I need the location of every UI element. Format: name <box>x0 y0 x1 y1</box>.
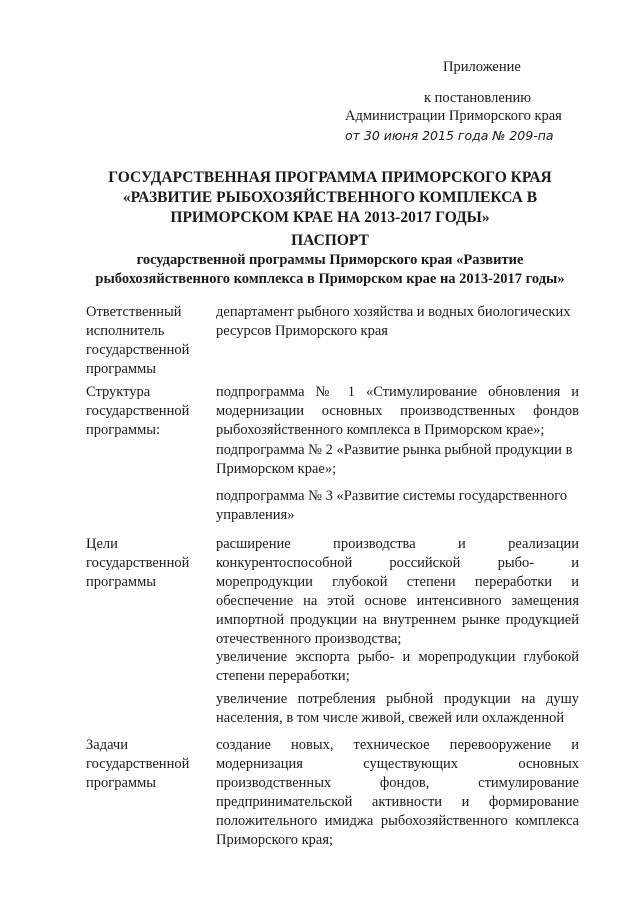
appendix-label: Приложение <box>443 59 521 75</box>
row-label-responsible <box>86 303 204 379</box>
row-label-goals <box>86 535 204 592</box>
label-line: Ответственный <box>86 304 182 320</box>
value-line: модернизация существующих основных <box>216 756 579 772</box>
value-line: предпринимательской активности и формирование <box>216 794 579 810</box>
value-line: создание новых, техническое перевооружение и <box>216 737 579 753</box>
label-line: Задачи <box>86 737 128 753</box>
value-line: импортной продукции на внутреннем рынке продукцией <box>216 612 579 628</box>
value-line: рыбохозяйственного комплекса в Приморском крае»; <box>216 422 545 438</box>
program-title <box>40 168 620 228</box>
label-line: государственной <box>86 342 190 358</box>
row-value-structure-subprogram-3 <box>216 487 579 525</box>
value-line: производственных фондов, стимулирование <box>216 775 579 791</box>
administration-name: Администрации Приморского края <box>345 108 562 124</box>
row-value-tasks-1 <box>216 736 579 850</box>
passport-heading: ПАСПОРТ <box>291 232 369 249</box>
value-line: конкурентоспособной российской рыбо- и <box>216 555 579 571</box>
value-line: департамент рыбного хозяйства и водных биологических <box>216 304 571 320</box>
label-line: государственной <box>86 756 190 772</box>
passport-subtitle-line: рыбохозяйственного комплекса в Приморском крае на 2013-2017 годы» <box>95 271 565 287</box>
value-line: населения, в том числе живой, свежей или охлажденной <box>216 710 565 726</box>
row-value-structure-subprogram-1 <box>216 383 579 440</box>
label-line: программы <box>86 361 156 377</box>
row-label-structure <box>86 383 204 440</box>
row-value-responsible <box>216 303 579 341</box>
value-line: подпрограмма № 1 «Стимулирование обновления и <box>216 384 579 400</box>
label-line: программы <box>86 775 156 791</box>
row-value-goals-3 <box>216 690 579 728</box>
value-line: модернизации основных производственных фондов <box>216 403 579 419</box>
value-line: увеличение экспорта рыбо- и морепродукции глубокой <box>216 649 579 665</box>
resolution-date-number: от 30 июня 2015 года № 209-па <box>345 128 554 143</box>
value-line: Приморского края; <box>216 832 334 848</box>
label-line: Структура <box>86 384 151 400</box>
passport-subtitle-line: государственной программы Приморского края «Развитие <box>136 252 524 268</box>
value-line: подпрограмма № 2 «Развитие рынка рыбной продукции в <box>216 442 573 458</box>
value-line: увеличение потребления рыбной продукции на душу <box>216 691 579 707</box>
value-line: степени переработки; <box>216 668 350 684</box>
program-title-line: «РАЗВИТИЕ РЫБОХОЗЯЙСТВЕННОГО КОМПЛЕКСА В <box>122 189 538 206</box>
value-line: ресурсов Приморского края <box>216 323 388 339</box>
resolution-reference: к постановлению <box>424 90 532 106</box>
program-title-line: ГОСУДАРСТВЕННАЯ ПРОГРАММА ПРИМОРСКОГО КРАЯ <box>108 169 552 186</box>
label-line: программы <box>86 574 156 590</box>
value-line: управления» <box>216 507 295 523</box>
label-line: исполнитель <box>86 323 165 339</box>
passport-subtitle <box>40 251 620 289</box>
label-line: Цели <box>86 536 118 552</box>
label-line: программы: <box>86 422 161 438</box>
row-value-structure-subprogram-2 <box>216 441 579 479</box>
label-line: государственной <box>86 555 190 571</box>
value-line: расширение производства и реализации <box>216 536 579 552</box>
label-line: государственной <box>86 403 190 419</box>
value-line: отечественного производства; <box>216 631 402 647</box>
row-value-goals-2 <box>216 648 579 686</box>
row-label-tasks <box>86 736 204 793</box>
value-line: Приморском крае»; <box>216 461 337 477</box>
value-line: подпрограмма № 3 «Развитие системы государственного <box>216 488 568 504</box>
row-value-goals-1 <box>216 535 579 649</box>
value-line: морепродукции глубокой степени переработки и <box>216 574 579 590</box>
value-line: положительного имиджа рыбохозяйственного комплекса <box>216 813 579 829</box>
program-title-line: ПРИМОРСКОМ КРАЕ НА 2013-2017 ГОДЫ» <box>170 209 490 226</box>
value-line: обеспечение на этой основе интенсивного замещения <box>216 593 579 609</box>
